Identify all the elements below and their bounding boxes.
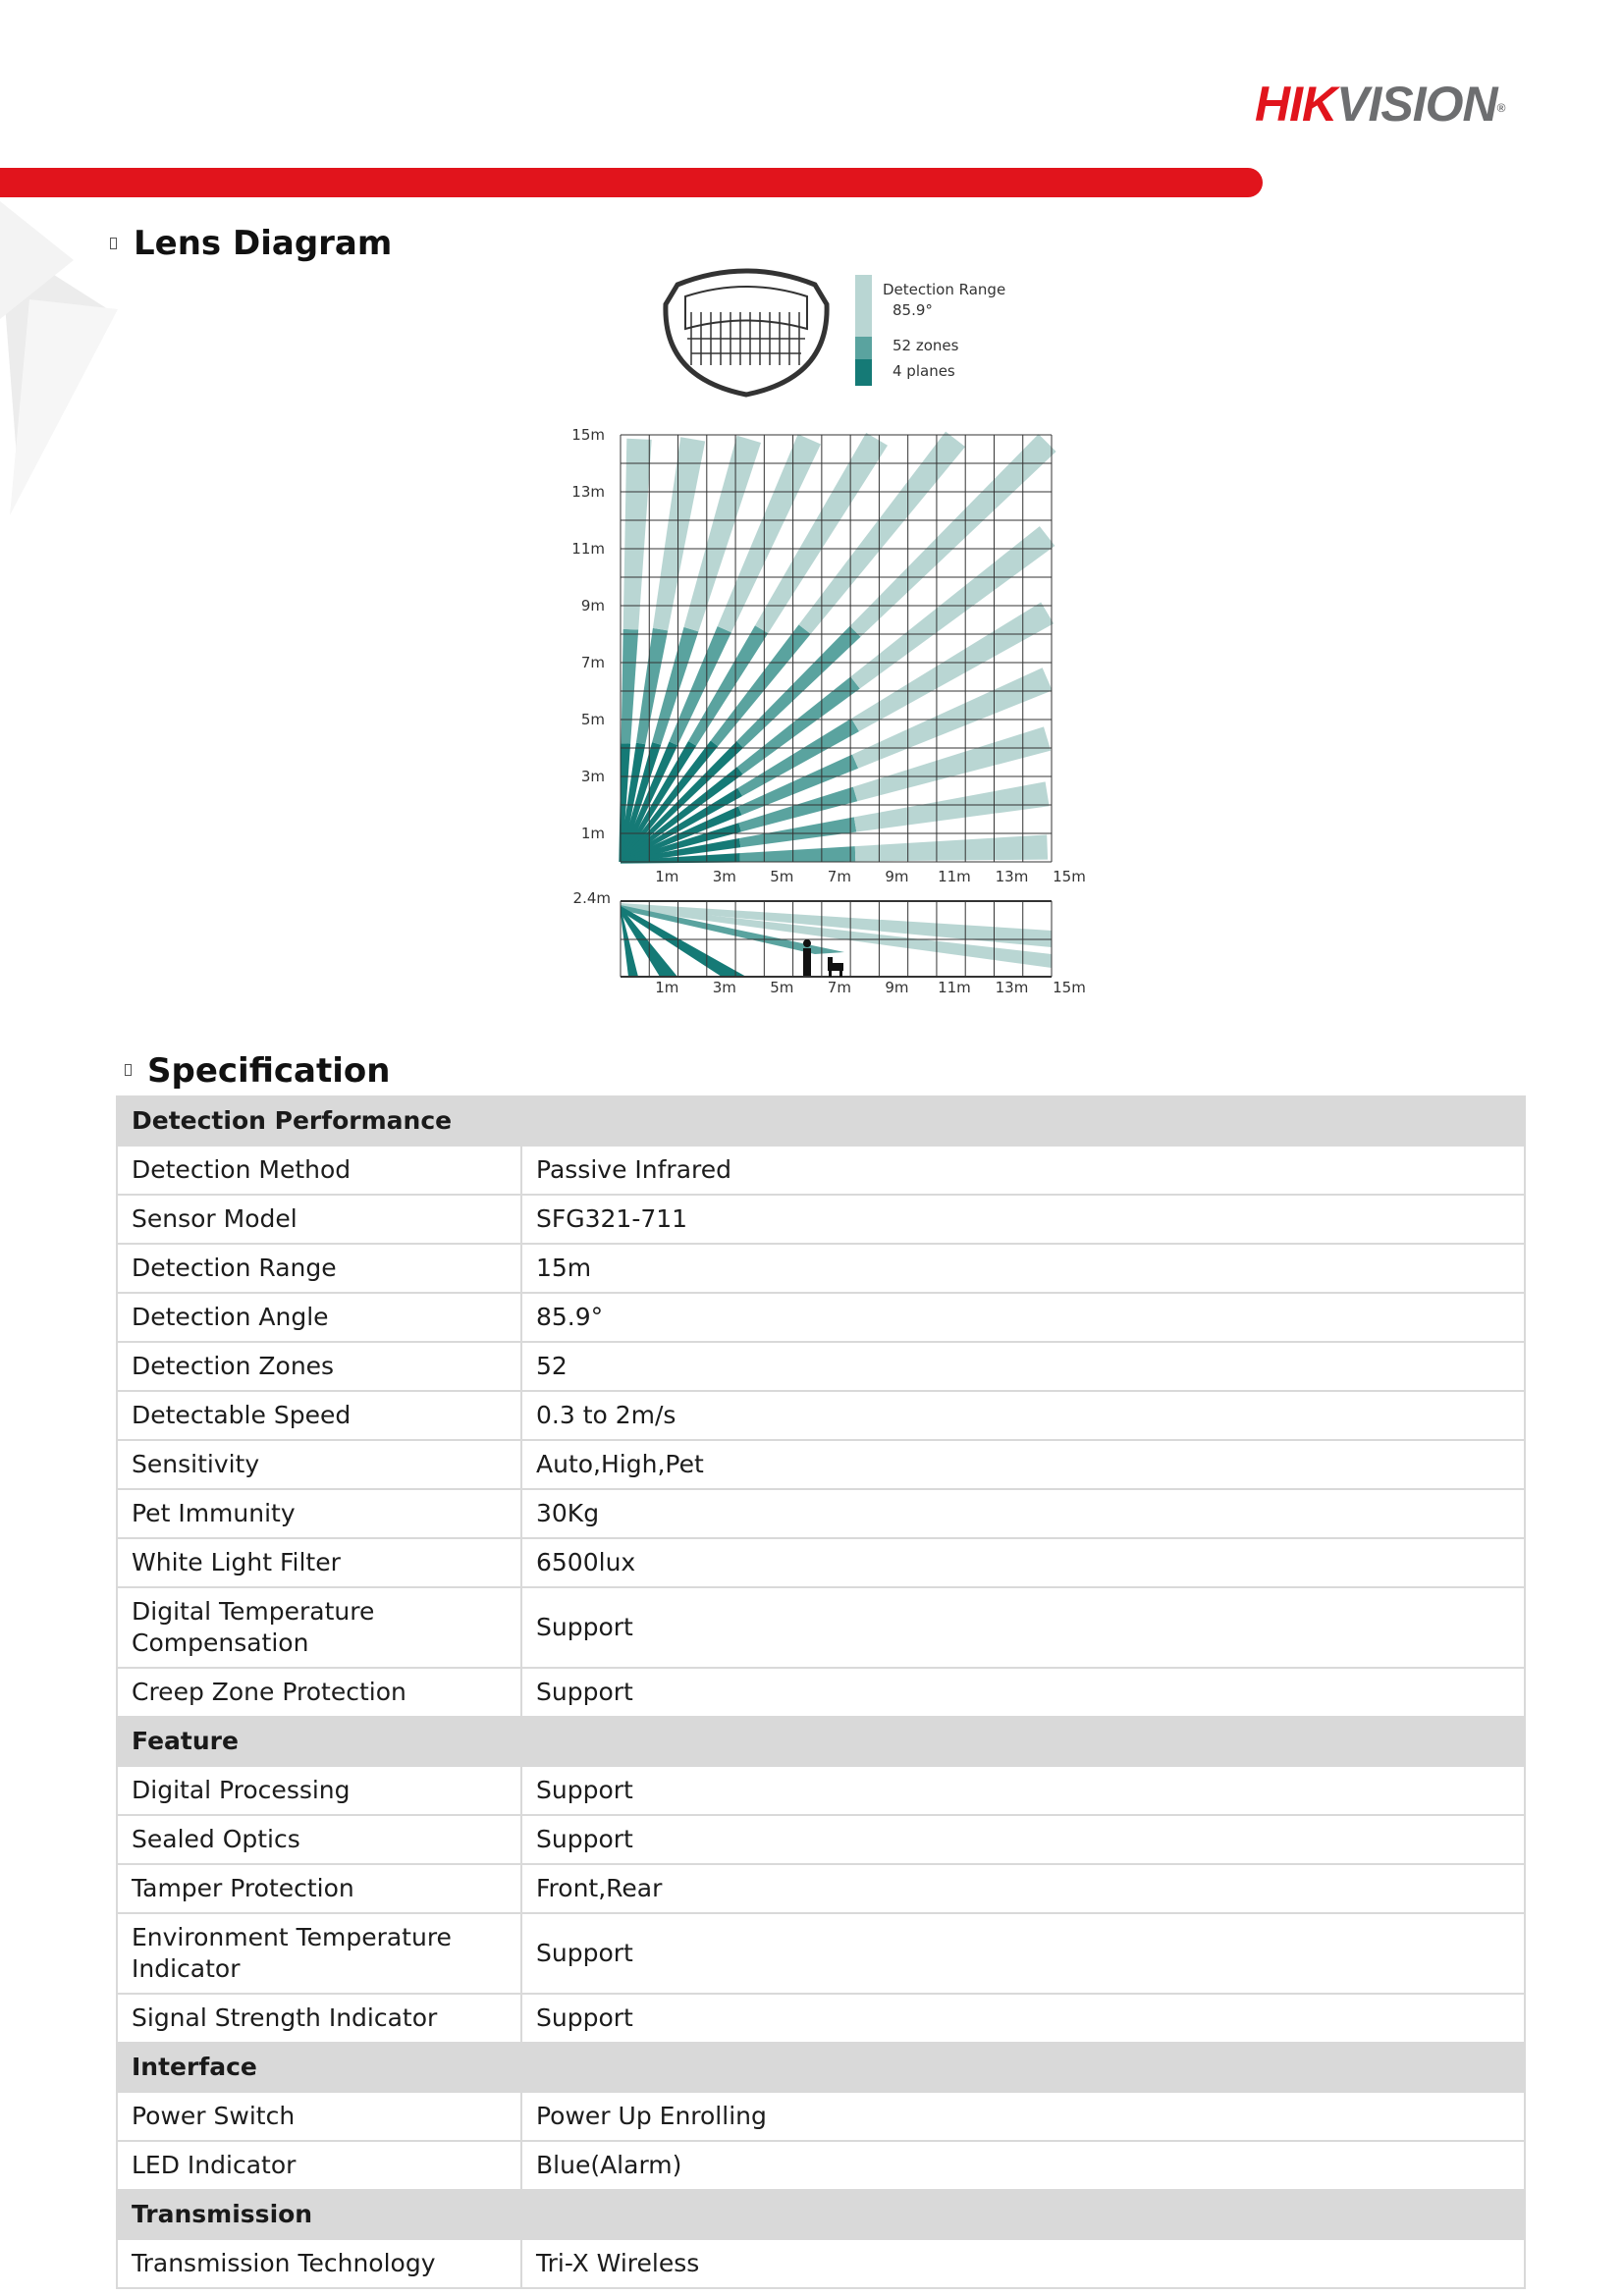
side-x-tick-label: 15m: [1053, 979, 1086, 996]
spec-row: [117, 1538, 1525, 1587]
side-x-tick-label: 1m: [655, 979, 679, 996]
spec-label: Sensitivity: [117, 1440, 521, 1489]
y-tick-label: 9m: [580, 597, 605, 614]
x-tick-label: 15m: [1053, 868, 1086, 885]
y-tick-label: 7m: [580, 654, 605, 671]
pet-icon: [839, 970, 842, 977]
x-tick-label: 9m: [885, 868, 909, 885]
spec-value: Front,Rear: [521, 1864, 1525, 1913]
detection-beam: [623, 439, 652, 630]
side-x-tick-label: 11m: [938, 979, 971, 996]
legend-swatch-mid: [855, 337, 872, 359]
legend-title: Detection Range: [883, 281, 1006, 298]
spec-group-title: Interface: [117, 2043, 1525, 2092]
spec-label: White Light Filter: [117, 1538, 521, 1587]
side-x-tick-label: 7m: [827, 979, 851, 996]
spec-value: 30Kg: [521, 1489, 1525, 1538]
legend-swatch-far: [855, 275, 872, 337]
spec-value: Support: [521, 1815, 1525, 1864]
x-tick-label: 1m: [655, 868, 679, 885]
spec-row: [117, 2141, 1525, 2190]
spec-label: Sensor Model: [117, 1195, 521, 1244]
spec-label: Creep Zone Protection: [117, 1668, 521, 1717]
spec-label: Detection Method: [117, 1146, 521, 1195]
spec-row: [117, 1391, 1525, 1440]
pet-icon: [829, 970, 832, 977]
spec-row: [117, 2092, 1525, 2141]
x-tick-label: 11m: [938, 868, 971, 885]
person-icon: [803, 948, 811, 976]
spec-label: Tamper Protection: [117, 1864, 521, 1913]
side-x-tick-label: 13m: [995, 979, 1029, 996]
spec-group-title: Transmission: [117, 2190, 1525, 2239]
spec-row: [117, 1668, 1525, 1717]
section-bullet-icon: [110, 238, 117, 249]
spec-label: Digital Temperature Compensation: [117, 1587, 521, 1668]
spec-value: Support: [521, 1587, 1525, 1668]
spec-value: SFG321-711: [521, 1195, 1525, 1244]
x-tick-label: 13m: [995, 868, 1029, 885]
spec-row: [117, 2239, 1525, 2288]
spec-group-header: [117, 1717, 1525, 1766]
side-x-tick-label: 3m: [712, 979, 736, 996]
spec-group-title: Detection Performance: [117, 1096, 1525, 1146]
spec-label: Detection Angle: [117, 1293, 521, 1342]
spec-group-header: [117, 2190, 1525, 2239]
spec-row: [117, 1489, 1525, 1538]
spec-value: Support: [521, 1913, 1525, 1994]
x-tick-label: 3m: [712, 868, 736, 885]
spec-value: Tri-X Wireless: [521, 2239, 1525, 2288]
detection-beam: [740, 846, 856, 862]
spec-value: 6500lux: [521, 1538, 1525, 1587]
spec-value: 15m: [521, 1244, 1525, 1293]
detection-beam: [622, 629, 639, 744]
spec-value: 85.9°: [521, 1293, 1525, 1342]
spec-group-header: [117, 2043, 1525, 2092]
spec-row: [117, 1146, 1525, 1195]
spec-row: [117, 1766, 1525, 1815]
spec-row: [117, 1440, 1525, 1489]
y-tick-label: 3m: [580, 768, 605, 785]
x-tick-label: 5m: [770, 868, 794, 885]
person-icon: [803, 939, 811, 947]
spec-row: [117, 1293, 1525, 1342]
spec-row: [117, 1994, 1525, 2043]
spec-value: Passive Infrared: [521, 1146, 1525, 1195]
spec-value: Support: [521, 1668, 1525, 1717]
spec-value: 52: [521, 1342, 1525, 1391]
specification-table: [116, 1095, 1526, 2289]
legend-angle: 85.9°: [893, 301, 933, 319]
spec-label: LED Indicator: [117, 2141, 521, 2190]
spec-row: [117, 1864, 1525, 1913]
spec-label: Sealed Optics: [117, 1815, 521, 1864]
spec-label: Detection Zones: [117, 1342, 521, 1391]
side-height-label: 2.4m: [572, 889, 611, 907]
spec-label: Detection Range: [117, 1244, 521, 1293]
y-tick-label: 13m: [571, 483, 605, 501]
spec-label: Environment Temperature Indicator: [117, 1913, 521, 1994]
hikvision-logo: HIKVISION®: [1255, 77, 1505, 132]
spec-value: Support: [521, 1994, 1525, 2043]
legend-planes: 4 planes: [893, 362, 955, 380]
spec-row: [117, 1815, 1525, 1864]
y-tick-label: 5m: [580, 711, 605, 728]
y-tick-label: 11m: [571, 540, 605, 558]
spec-label: Power Switch: [117, 2092, 521, 2141]
spec-group-title: Feature: [117, 1717, 1525, 1766]
spec-group-header: [117, 1096, 1525, 1146]
x-tick-label: 7m: [827, 868, 851, 885]
y-tick-label: 15m: [571, 426, 605, 444]
side-x-tick-label: 9m: [885, 979, 909, 996]
spec-value: Power Up Enrolling: [521, 2092, 1525, 2141]
spec-value: 0.3 to 2m/s: [521, 1391, 1525, 1440]
legend-swatch-near: [855, 359, 872, 386]
lens-diagram-title: Lens Diagram: [134, 224, 393, 263]
spec-label: Signal Strength Indicator: [117, 1994, 521, 2043]
pet-icon: [828, 957, 833, 965]
spec-label: Digital Processing: [117, 1766, 521, 1815]
specification-title: Specification: [147, 1051, 391, 1091]
side-x-tick-label: 5m: [770, 979, 794, 996]
legend-zones: 52 zones: [893, 337, 959, 354]
header-red-bar: [0, 168, 1263, 197]
y-tick-label: 1m: [580, 825, 605, 842]
spec-value: Support: [521, 1766, 1525, 1815]
spec-row: [117, 1587, 1525, 1668]
spec-row: [117, 1244, 1525, 1293]
side-detection-beam: [621, 903, 1052, 947]
spec-label: Transmission Technology: [117, 2239, 521, 2288]
lens-diagram: [550, 260, 1100, 1021]
detection-beam: [855, 834, 1048, 861]
spec-row: [117, 1195, 1525, 1244]
spec-label: Pet Immunity: [117, 1489, 521, 1538]
spec-row: [117, 1342, 1525, 1391]
decorative-watermark: [0, 201, 128, 525]
spec-value: Auto,High,Pet: [521, 1440, 1525, 1489]
spec-label: Detectable Speed: [117, 1391, 521, 1440]
spec-row: [117, 1913, 1525, 1994]
spec-value: Blue(Alarm): [521, 2141, 1525, 2190]
section-bullet-icon: [125, 1064, 132, 1076]
